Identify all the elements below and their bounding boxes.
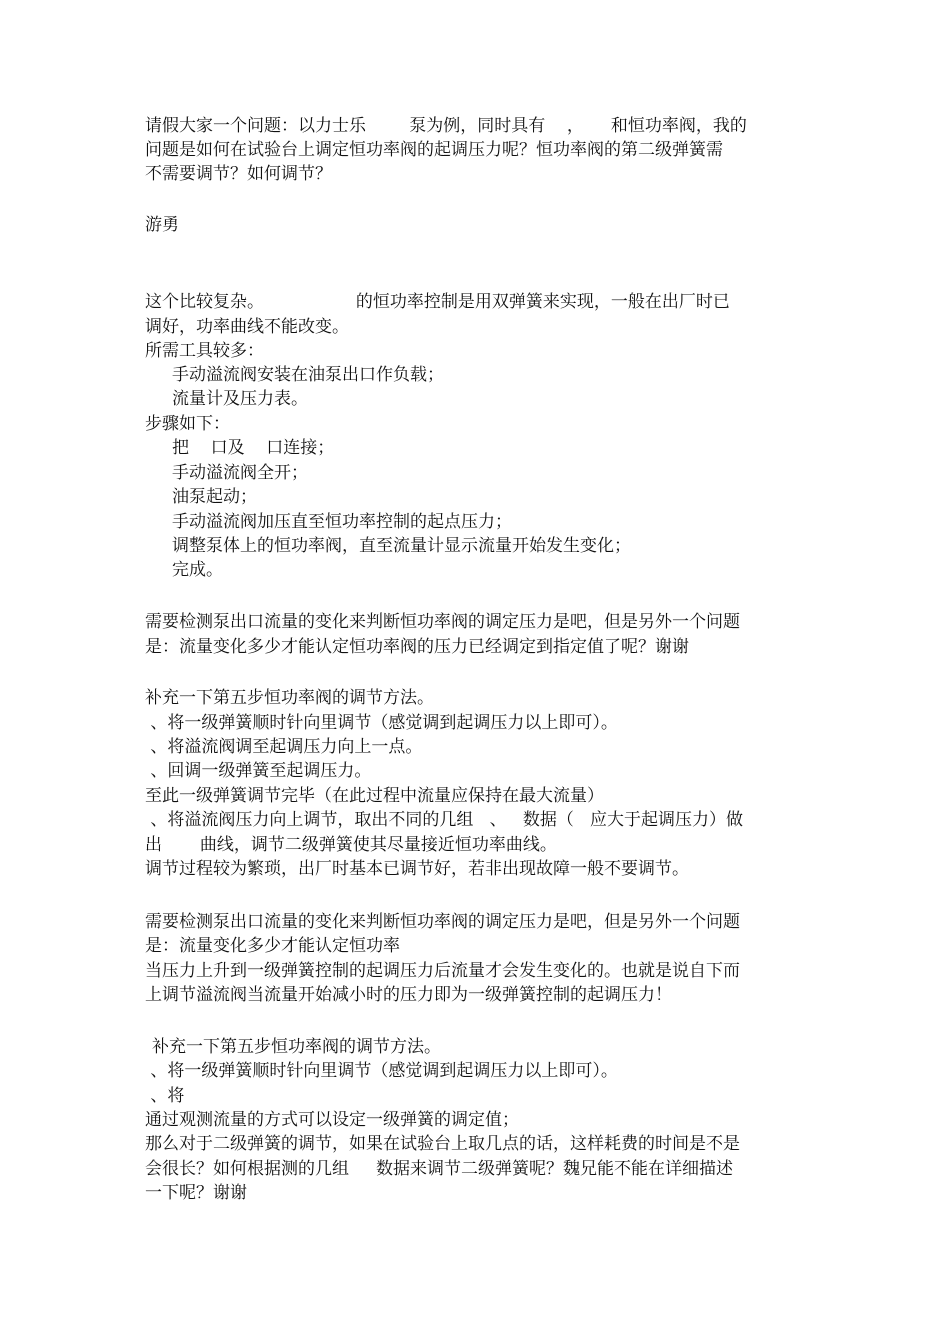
- followup2-line-1: 需要检测泵出口流量的变化来判断恒功率阀的调定压力是吧，但是另外一个问题: [145, 912, 740, 932]
- followup2-line-2: 是：流量变化多少才能认定恒功率: [145, 936, 400, 956]
- author-name: 游勇: [145, 215, 179, 235]
- supplement1-line-5: 至此一级弹簧调节完毕（在此过程中流量应保持在最大流量）: [145, 786, 604, 806]
- answer1-line-1: 这个比较复杂。 的恒功率控制是用双弹簧来实现，一般在出厂时已: [145, 292, 730, 312]
- steps-item: 手动溢流阀全开；: [172, 463, 308, 483]
- supplement2-line-3: 、将: [145, 1086, 185, 1106]
- supplement1-line-8: 调节过程较为繁琐，出厂时基本已调节好，若非出现故障一般不要调节。: [145, 859, 689, 879]
- tools-item: 流量计及压力表。: [172, 389, 308, 409]
- supplement1-line-7: 出 曲线，调节二级弹簧使其尽量接近恒功率曲线。: [145, 835, 557, 855]
- question-line-1: 请假大家一个问题：以力士乐 泵为例，同时具有 ， 和恒功率阀，我的: [145, 116, 747, 136]
- steps-item: 油泵起动；: [172, 487, 257, 507]
- steps-item: 调整泵体上的恒功率阀，直至流量计显示流量开始发生变化；: [172, 536, 631, 556]
- supplement2-line-7: 一下呢？谢谢: [145, 1183, 247, 1203]
- followup2-line-3: 当压力上升到一级弹簧控制的起调压力后流量才会发生变化的。也就是说自下而: [145, 961, 740, 981]
- steps-item: 把 口及 口连接；: [172, 438, 335, 458]
- supplement1-line-1: 补充一下第五步恒功率阀的调节方法。: [145, 688, 434, 708]
- tools-item: 手动溢流阀安装在油泵出口作负载；: [172, 365, 444, 385]
- followup1-line-1: 需要检测泵出口流量的变化来判断恒功率阀的调定压力是吧，但是另外一个问题: [145, 612, 740, 632]
- steps-item: 完成。: [172, 560, 223, 580]
- supplement2-line-4: 通过观测流量的方式可以设定一级弹簧的调定值；: [145, 1110, 519, 1130]
- answer1-line-2: 调好，功率曲线不能改变。: [145, 317, 349, 337]
- supplement1-line-3: 、将溢流阀调至起调压力向上一点。: [145, 737, 423, 757]
- supplement2-line-1: 补充一下第五步恒功率阀的调节方法。: [152, 1037, 441, 1057]
- supplement1-line-4: 、回调一级弹簧至起调压力。: [145, 761, 372, 781]
- steps-heading: 步骤如下：: [145, 414, 230, 434]
- followup2-line-4: 上调节溢流阀当流量开始减小时的压力即为一级弹簧控制的起调压力！: [145, 985, 672, 1005]
- supplement2-line-5: 那么对于二级弹簧的调节，如果在试验台上取几点的话，这样耗费的时间是不是: [145, 1134, 740, 1154]
- supplement1-line-6: 、将溢流阀压力向上调节，取出不同的几组 、 数据（ 应大于起调压力）做: [145, 810, 744, 830]
- supplement1-line-2: 、将一级弹簧顺时针向里调节（感觉调到起调压力以上即可）。: [145, 713, 618, 733]
- supplement2-line-6: 会很长？如何根据测的几组 数据来调节二级弹簧呢？魏兄能不能在详细描述: [145, 1159, 734, 1179]
- question-line-3: 不需要调节？如何调节？: [145, 164, 332, 184]
- question-line-2: 问题是如何在试验台上调定恒功率阀的起调压力呢？恒功率阀的第二级弹簧需: [145, 140, 723, 160]
- followup1-line-2: 是：流量变化多少才能认定恒功率阀的压力已经调定到指定值了呢？谢谢: [145, 637, 689, 657]
- supplement2-line-2: 、将一级弹簧顺时针向里调节（感觉调到起调压力以上即可）。: [145, 1061, 618, 1081]
- steps-item: 手动溢流阀加压直至恒功率控制的起点压力；: [172, 512, 512, 532]
- tools-heading: 所需工具较多：: [145, 341, 264, 361]
